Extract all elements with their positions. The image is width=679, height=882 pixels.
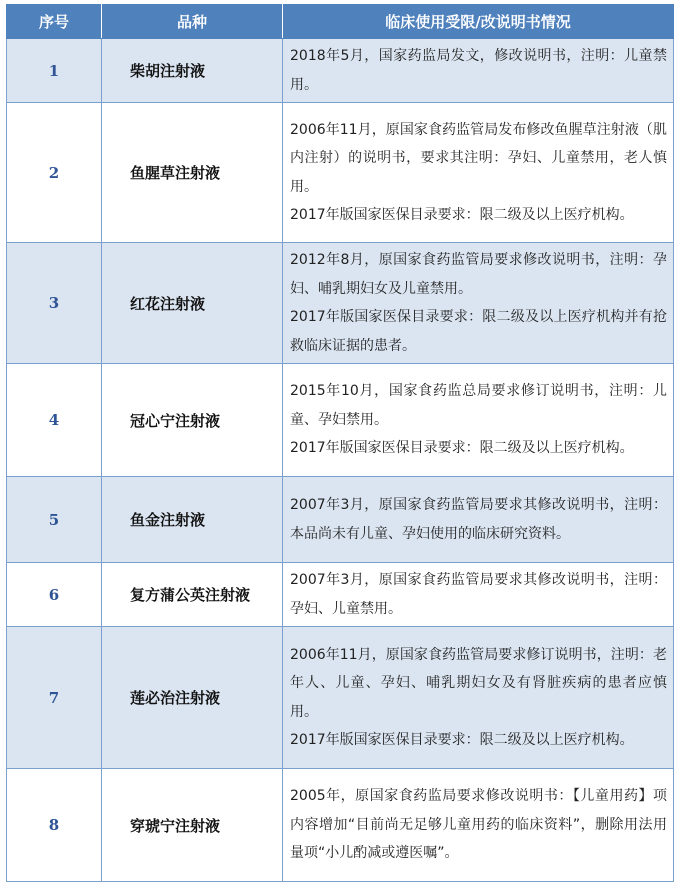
description-paragraph: 2006年11月，原国家食药监管局发布修改鱼腥草注射液（肌内注射）的说明书，要求其注明：孕妇、儿童禁用，老人慎用。 <box>290 121 667 195</box>
header-serial-number: 序号 <box>7 5 102 39</box>
description-paragraph: 2017年版国家医保目录要求：限二级及以上医疗机构。 <box>290 732 634 748</box>
restriction-description <box>283 769 674 882</box>
row-number: 6 <box>7 563 102 627</box>
restriction-description <box>283 627 674 769</box>
restriction-description <box>283 364 674 477</box>
description-paragraph: 2012年8月，原国家食药监管局要求修改说明书，注明：孕妇、哺乳期妇女及儿童禁用。 <box>290 252 667 297</box>
header-restriction-info: 临床使用受限/改说明书情况 <box>283 5 674 39</box>
row-number: 3 <box>7 243 102 364</box>
drug-name: 柴胡注射液 <box>102 39 283 103</box>
description-paragraph: 2015年10月，国家食药监总局要求修订说明书，注明：儿童、孕妇禁用。 <box>290 383 667 428</box>
restriction-description <box>283 103 674 243</box>
description-paragraph: 2007年3月，原国家食药监管局要求其修改说明书，注明：本品尚未有儿童、孕妇使用的临床研究资料。 <box>290 497 667 542</box>
description-paragraph: 2017年版国家医保目录要求：限二级及以上医疗机构并有抢救临床证据的患者。 <box>290 309 667 354</box>
table-row <box>7 364 674 477</box>
restriction-description <box>283 39 674 103</box>
restriction-description <box>283 477 674 563</box>
table-row <box>7 563 674 627</box>
header-drug-name: 品种 <box>102 5 283 39</box>
row-number: 7 <box>7 627 102 769</box>
row-number: 8 <box>7 769 102 882</box>
drug-name: 冠心宁注射液 <box>102 364 283 477</box>
row-number: 2 <box>7 103 102 243</box>
description-paragraph: 2017年版国家医保目录要求：限二级及以上医疗机构。 <box>290 207 634 223</box>
table-row <box>7 477 674 563</box>
table-header-row <box>7 5 674 39</box>
table-row <box>7 103 674 243</box>
restriction-description <box>283 243 674 364</box>
drug-name: 复方蒲公英注射液 <box>102 563 283 627</box>
drug-name: 红花注射液 <box>102 243 283 364</box>
drug-name: 鱼腥草注射液 <box>102 103 283 243</box>
drug-restriction-table-container <box>6 4 673 882</box>
table-row <box>7 769 674 882</box>
drug-name: 鱼金注射液 <box>102 477 283 563</box>
drug-name: 穿琥宁注射液 <box>102 769 283 882</box>
restriction-description <box>283 563 674 627</box>
description-paragraph: 2006年11月，原国家食药监管局要求修订说明书，注明：老年人、儿童、孕妇、哺乳期妇女及有肾脏疾病的患者应慎用。 <box>290 646 667 720</box>
row-number: 1 <box>7 39 102 103</box>
row-number: 4 <box>7 364 102 477</box>
description-paragraph: 2007年3月，原国家食药监管局要求其修改说明书，注明：孕妇、儿童禁用。 <box>290 572 667 617</box>
row-number: 5 <box>7 477 102 563</box>
description-paragraph: 2018年5月，国家药监局发文，修改说明书，注明：儿童禁用。 <box>290 48 667 93</box>
description-paragraph: 2005年，原国家食药监局要求修改说明书：【儿童用药】项内容增加“目前尚无足够儿童用药的临床资料”，删除用法用量项“小儿酌减或遵医嘱”。 <box>290 788 667 862</box>
table-row <box>7 627 674 769</box>
table-row <box>7 39 674 103</box>
drug-name: 莲必治注射液 <box>102 627 283 769</box>
table-row <box>7 243 674 364</box>
description-paragraph: 2017年版国家医保目录要求：限二级及以上医疗机构。 <box>290 440 634 457</box>
drug-restriction-table <box>6 4 674 882</box>
